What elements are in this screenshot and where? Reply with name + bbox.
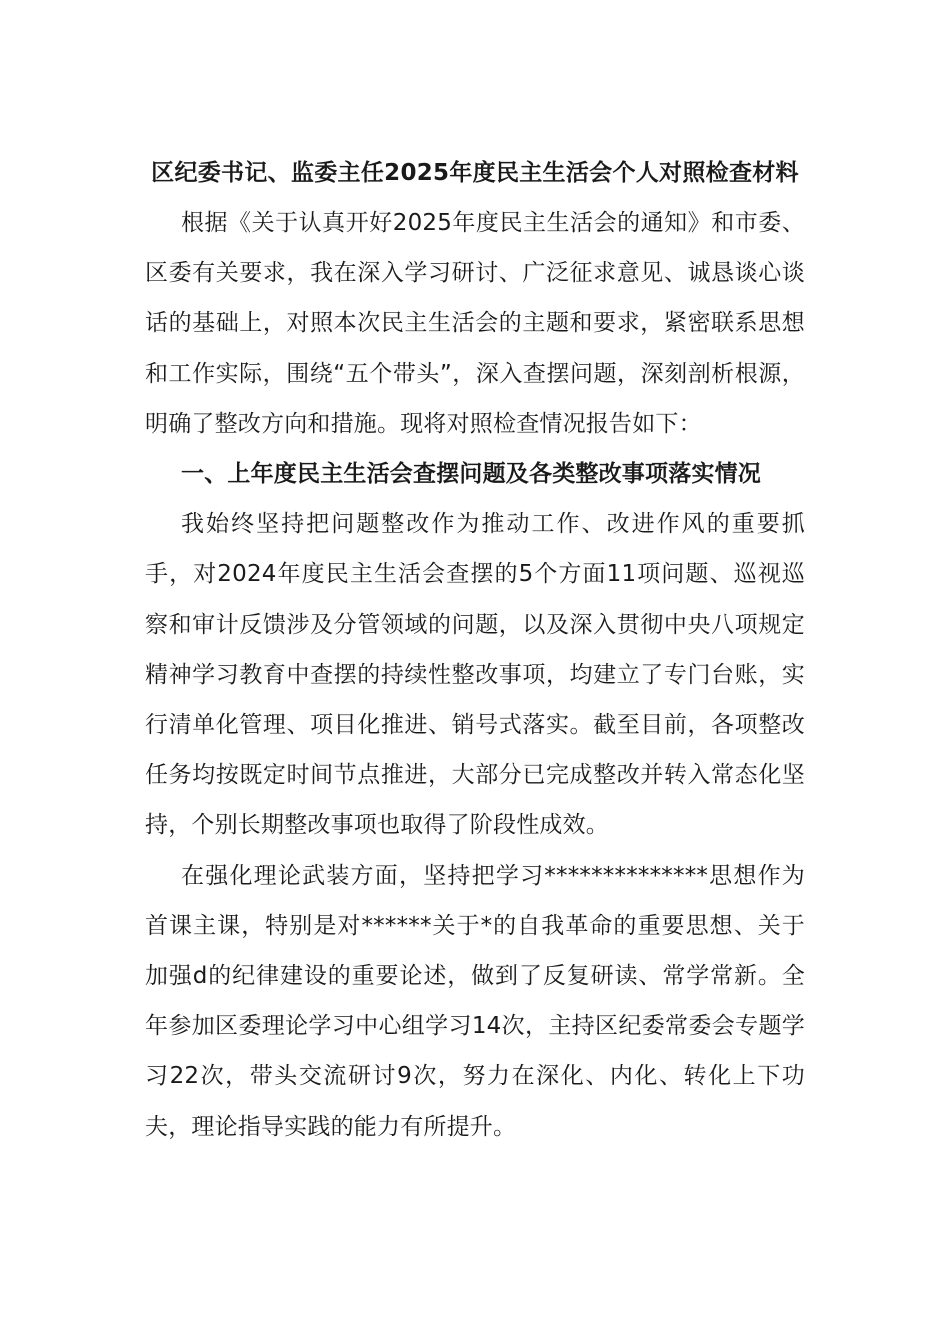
intro-paragraph: 根据《关于认真开好2025年度民主生活会的通知》和市委、区委有关要求，我在深入学习研讨、广泛征求意见、诚恳谈心谈话的基础上，对照本次民主生活会的主题和要求，紧密联系思想和工作实际，围绕“五个带头”，深入查摆问题，深刻剖析根源，明确了整改方向和措施。现将对照检查情况报告如下： [145,210,805,437]
section1-paragraph-2: 在强化理论武装方面，坚持把学习**************思想作为首课主课，特别是对******关于*的自我革命的重要思想、关于加强d的纪律建设的重要论述，做到了反复研读、常学常新。全年参加区委理论学习中心组学习14次，主持区纪委常委会专题学习22次，带头交流研讨9次，努力在深化、内化、转化上下功夫，理论指导实践的能力有所提升。 [145,862,805,1140]
section1-paragraph-1: 我始终坚持把问题整改作为推动工作、改进作风的重要抓手，对2024年度民主生活会查摆的5个方面11项问题、巡视巡察和审计反馈涉及分管领域的问题，以及深入贯彻中央八项规定精神学习教育中查摆的持续性整改事项，均建立了专门台账，实行清单化管理、项目化推进、销号式落实。截至目前，各项整改任务均按既定时间节点推进，大部分已完成整改并转入常态化坚持，个别长期整改事项也取得了阶段性成效。 [145,511,805,839]
section-heading-1: 一、上年度民主生活会查摆问题及各类整改事项落实情况 [181,461,761,488]
document-page [145,148,805,1152]
document-title: 区纪委书记、监委主任2025年度民主生活会个人对照检查材料 [151,160,799,186]
